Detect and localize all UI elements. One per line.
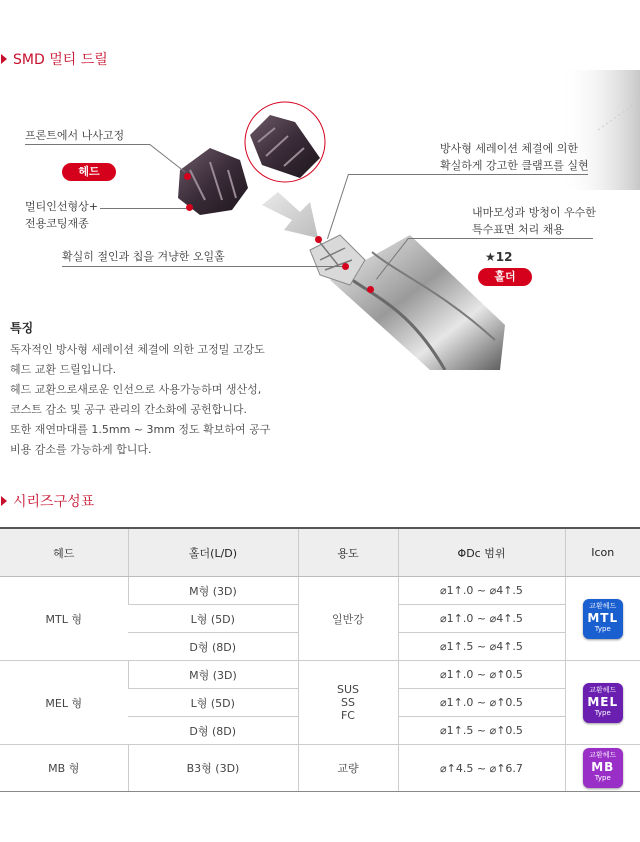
usage-line: FC xyxy=(340,709,355,722)
holder-cell: M형 (3D) xyxy=(128,577,298,605)
table-row xyxy=(0,745,640,792)
header-range: ΦDc 범위 xyxy=(398,528,565,577)
icon-main-text: MTL xyxy=(587,610,619,625)
callout-line-surface xyxy=(408,238,593,239)
callout-multi-cut-line1: 멀티인선형상+ xyxy=(25,200,98,213)
mb-type-icon xyxy=(583,748,623,788)
series-table xyxy=(0,527,640,792)
features-heading: 특징 xyxy=(10,321,34,335)
usage-line: 교량 xyxy=(337,762,359,775)
icon-sub-text: Type xyxy=(594,708,611,717)
range-cell: ⌀1↑.5 ~ ⌀↑0.5 xyxy=(398,717,565,745)
icon-top-text: 교환헤드 xyxy=(589,751,617,759)
triangle-marker-icon xyxy=(1,496,7,506)
marker-dot-multi-cut xyxy=(186,204,193,211)
table-header-row xyxy=(0,528,640,577)
range-cell: ⌀1↑.0 ~ ⌀4↑.5 xyxy=(398,577,565,605)
head-type-cell: MEL 형 xyxy=(0,661,128,745)
mtl-type-icon xyxy=(583,599,623,639)
marker-dot-surface xyxy=(367,286,374,293)
callout-line-clamp xyxy=(348,174,588,175)
head-zoom-circle xyxy=(245,102,325,182)
features-line: 코스트 감소 및 공구 관리의 간소화에 공헌합니다. xyxy=(10,403,247,416)
section-title-text: 시리즈구성표 xyxy=(13,494,95,510)
range-cell: ⌀1↑.0 ~ ⌀4↑.5 xyxy=(398,605,565,633)
icon-sub-text: Type xyxy=(594,774,611,782)
head-type-cell: MTL 형 xyxy=(0,577,128,661)
callout-multi-cut-line2: 전용코팅재종 xyxy=(25,217,89,230)
features-line: 헤드 교환 드릴입니다. xyxy=(10,363,117,376)
head-label-badge: 헤드 xyxy=(62,163,116,181)
header-usage: 용도 xyxy=(298,528,398,577)
usage-cell xyxy=(298,577,398,661)
holder-cell: D형 (8D) xyxy=(128,633,298,661)
holder-cell: L형 (5D) xyxy=(128,605,298,633)
callout-surface xyxy=(472,204,596,238)
head-type-cell: MB 형 xyxy=(0,745,128,792)
assembly-arrow-icon xyxy=(262,192,318,238)
usage-cell xyxy=(298,745,398,792)
holder-cell: M형 (3D) xyxy=(128,661,298,689)
section-title-text: SMD 멀티 드릴 xyxy=(13,52,108,68)
callout-clamp-line1: 방사형 세레이션 체결에 의한 xyxy=(440,142,579,155)
mel-type-icon xyxy=(583,683,623,723)
icon-main-text: MB xyxy=(591,760,615,774)
section-title-smd-drill xyxy=(0,49,108,69)
header-head: 헤드 xyxy=(0,528,128,577)
callout-line-oil-hole xyxy=(62,266,342,267)
callout-clamp xyxy=(440,140,589,174)
icon-cell xyxy=(565,745,640,792)
marker-dot-front xyxy=(184,173,191,180)
marker-dot-oil-hole xyxy=(342,263,349,270)
range-cell: ⌀1↑.0 ~ ⌀↑0.5 xyxy=(398,661,565,689)
callout-surface-line2: 특수표면 처리 채용 xyxy=(472,223,565,236)
callout-line-front-fix xyxy=(25,144,150,145)
header-holder: 홀더(L/D) xyxy=(128,528,298,577)
callout-front-fix: 프론트에서 나사고정 xyxy=(25,129,125,142)
section-title-series xyxy=(0,491,94,511)
icon-top-text: 교환헤드 xyxy=(589,685,617,694)
features-line: 비용 감소를 가능하게 합니다. xyxy=(10,443,152,456)
range-cell: ⌀1↑.0 ~ ⌀↑0.5 xyxy=(398,689,565,717)
usage-line: 일반강 xyxy=(332,612,364,626)
callout-surface-line1: 내마모성과 방청이 우수한 xyxy=(472,206,596,219)
table-row xyxy=(0,577,640,605)
features-line: 헤드 교환으로새로운 인선으로 사용가능하며 생산성, xyxy=(10,383,262,396)
usage-cell xyxy=(298,661,398,745)
usage-line: SS xyxy=(341,696,355,709)
triangle-marker-icon xyxy=(1,54,7,64)
icon-main-text: MEL xyxy=(587,694,619,709)
holder-cell: B3형 (3D) xyxy=(128,745,298,792)
usage-line: SUS xyxy=(336,683,360,696)
icon-cell xyxy=(565,577,640,661)
features-line: 독자적인 방사형 세레이션 체결에 의한 고정밀 고강도 xyxy=(10,343,265,356)
callout-multi-cut xyxy=(25,198,98,232)
holder-drill-image xyxy=(310,235,505,370)
callout-line-multi-cut xyxy=(100,208,186,209)
callout-clamp-line2: 확실하게 강고한 클램프를 실현 xyxy=(440,159,589,172)
features-section xyxy=(10,318,280,460)
holder-cell: D형 (8D) xyxy=(128,717,298,745)
holder-number: ★12 xyxy=(485,250,513,264)
range-cell: ⌀1↑.5 ~ ⌀4↑.5 xyxy=(398,633,565,661)
icon-top-text: 교환헤드 xyxy=(589,601,617,610)
icon-sub-text: Type xyxy=(594,624,611,633)
icon-cell xyxy=(565,661,640,745)
callout-oil-hole: 확실히 절인과 칩을 겨냥한 오일홀 xyxy=(62,250,225,263)
holder-label-badge: 홀더 xyxy=(478,268,532,286)
header-icon: Icon xyxy=(565,528,640,577)
range-cell: ⌀↑4.5 ~ ⌀↑6.7 xyxy=(398,745,565,792)
marker-dot-clamp xyxy=(315,236,322,243)
holder-cell: L형 (5D) xyxy=(128,689,298,717)
features-line: 또한 재연마대를 1.5mm ~ 3mm 정도 확보하여 공구 xyxy=(10,423,271,436)
table-row xyxy=(0,661,640,689)
